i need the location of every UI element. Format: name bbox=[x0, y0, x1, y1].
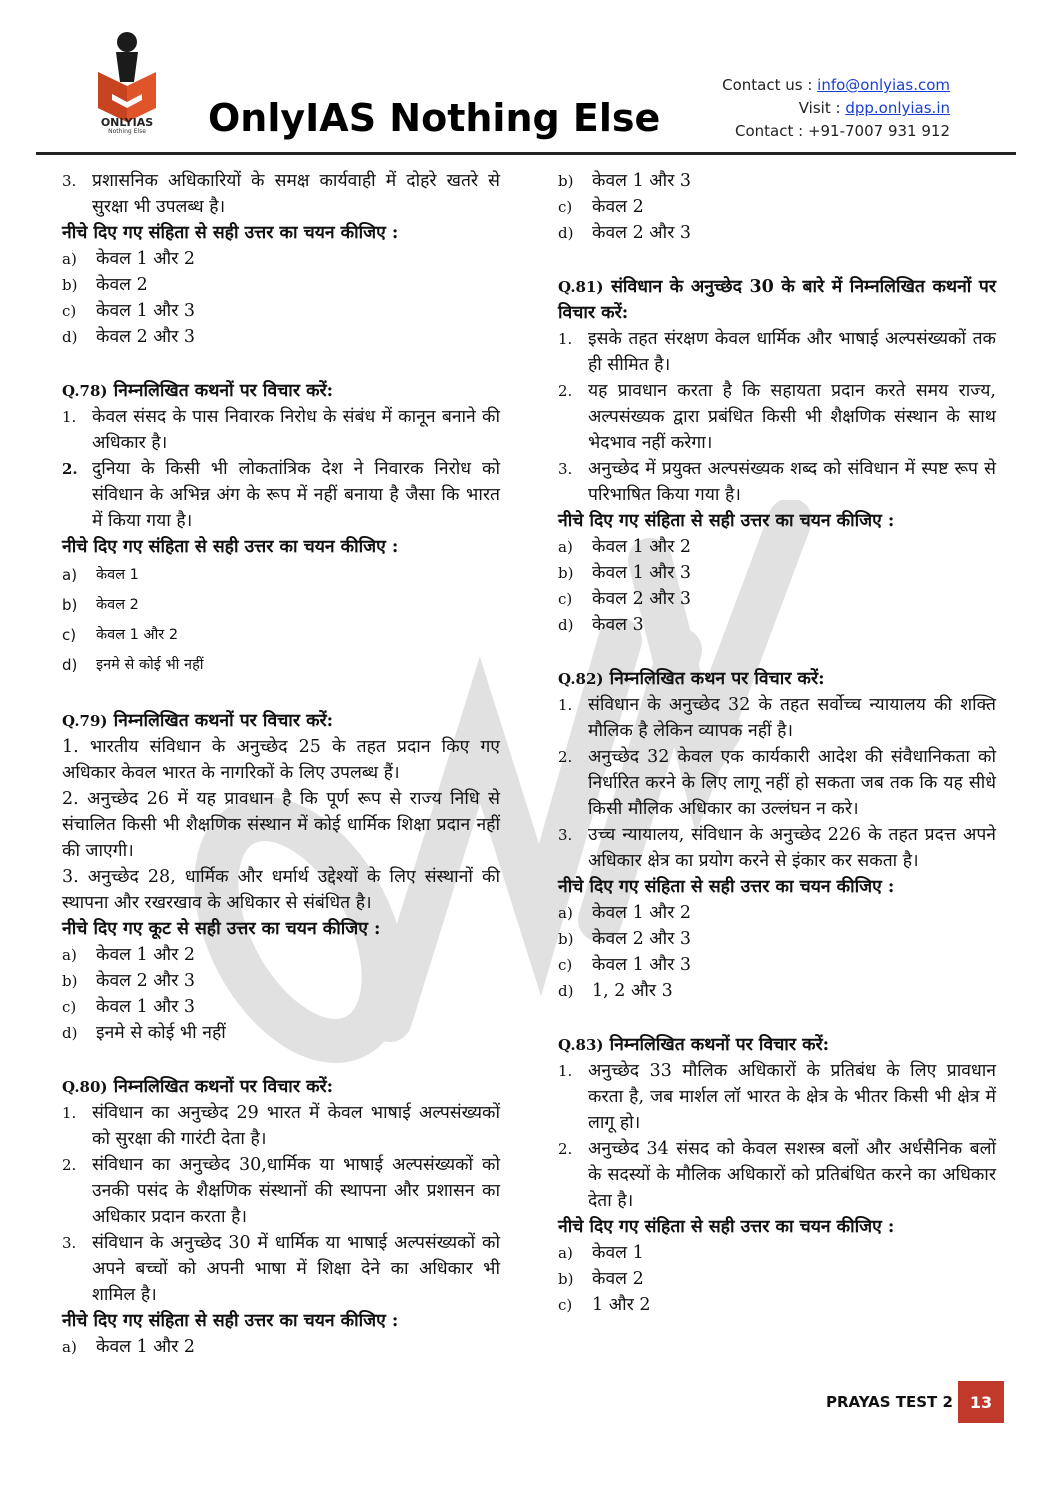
option-key: d) bbox=[62, 1024, 78, 1042]
option-key: b) bbox=[558, 1270, 574, 1288]
statement-number: 2. bbox=[558, 1140, 573, 1158]
statement-text: 3. अनुच्छेद 28, धार्मिक और धर्मार्थ उद्देश्यों के लिए संस्थानों की स्थापना और रखरखाव के अधिकार से संबंधित है। bbox=[62, 867, 500, 913]
option bbox=[62, 942, 500, 968]
option-text: केवल 1 और 2 bbox=[96, 1337, 196, 1357]
option bbox=[62, 298, 500, 324]
option bbox=[558, 586, 996, 612]
statement-text: इसके तहत संरक्षण केवल धार्मिक और भाषाई अल्पसंख्यकों तक ही सीमित है। bbox=[588, 329, 996, 375]
question-number: Q.83) bbox=[558, 1036, 604, 1054]
statement-text: दुनिया के किसी भी लोकतांत्रिक देश ने निवारक निरोध को संविधान के अभिन्न अंग के रूप में नहीं बनाया है जैसा कि भारत में किया गया है। bbox=[92, 459, 500, 531]
option-key: a) bbox=[558, 1244, 573, 1262]
statement-text: यह प्रावधान करता है कि सहायता प्रदान करते समय राज्य, अल्पसंख्यक द्वारा प्रबंधित किसी भी शैक्षणिक संस्थान के साथ भेदभाव नहीं करेगा। bbox=[588, 381, 996, 453]
option-text: केवल 1 और 3 bbox=[592, 563, 692, 583]
option-key: b) bbox=[62, 972, 78, 990]
option-key: a) bbox=[558, 538, 573, 556]
statement-number: 2. bbox=[558, 748, 573, 766]
statement-text: संविधान का अनुच्छेद 29 भारत में केवल भाषाई अल्पसंख्यकों को सुरक्षा की गारंटी देता है। bbox=[92, 1103, 500, 1149]
option-key: b) bbox=[558, 564, 574, 582]
statement-text: संविधान के अनुच्छेद 32 के तहत सर्वोच्च न्यायालय की शक्ति मौलिक है लेकिन व्यापक नहीं है। bbox=[588, 695, 996, 741]
option-text: केवल 1 और 2 bbox=[96, 627, 179, 643]
visit-line bbox=[722, 97, 950, 120]
question-title-78 bbox=[62, 378, 500, 404]
option-text: 1 और 2 bbox=[592, 1295, 651, 1315]
statement bbox=[62, 1230, 500, 1308]
option-key: b) bbox=[62, 276, 78, 294]
statement-text: संविधान का अनुच्छेद 30,धार्मिक या भाषाई अल्पसंख्यकों को उनकी पसंद के शैक्षणिक संस्थानों की स्थापना और प्रशासन का अधिकार प्रदान करता है। bbox=[92, 1155, 500, 1227]
header-divider bbox=[36, 152, 1016, 155]
statement-number: 3. bbox=[62, 172, 77, 190]
statement-number: 1. bbox=[558, 1062, 573, 1080]
answer-instruction: नीचे दिए गए संहिता से सही उत्तर का चयन कीजिए : bbox=[62, 537, 399, 557]
statement-text: अनुच्छेद 34 संसद को केवल सशस्त्र बलों और अर्धसैनिक बलों के सदस्यों के मौलिक अधिकारों को प्रतिबंधित करने का अधिकार देता है। bbox=[588, 1139, 996, 1211]
option bbox=[62, 994, 500, 1020]
question-text: संविधान के अनुच्छेद 30 के बारे में निम्नलिखित कथनों पर विचार करें: bbox=[558, 277, 996, 323]
option bbox=[558, 1266, 996, 1292]
option-text: केवल 1 और 3 bbox=[592, 955, 692, 975]
statement bbox=[62, 456, 500, 534]
statement-number: 1. bbox=[558, 696, 573, 714]
statement bbox=[558, 326, 996, 378]
option bbox=[62, 968, 500, 994]
option-text: केवल 1 और 2 bbox=[96, 945, 196, 965]
option-text: केवल 2 और 3 bbox=[96, 971, 196, 991]
answer-instruction: नीचे दिए गए कूट से सही उत्तर का चयन कीजिए : bbox=[62, 919, 381, 939]
question-title-79 bbox=[62, 708, 500, 734]
option bbox=[558, 1240, 996, 1266]
option-text: केवल 2 और 3 bbox=[592, 223, 692, 243]
statement-number: 1. bbox=[62, 1104, 77, 1122]
option-key: a) bbox=[62, 946, 77, 964]
statement bbox=[558, 1058, 996, 1136]
statement-text: अनुच्छेद 33 मौलिक अधिकारों के प्रतिबंध के लिए प्रावधान करता है, जब मार्शल लॉ भारत के क्षेत्र के भीतर किसी भी क्षेत्र में लागू हो। bbox=[588, 1061, 996, 1133]
statement bbox=[62, 168, 500, 220]
statement bbox=[62, 1152, 500, 1230]
option-text: केवल 1 और 3 bbox=[96, 301, 196, 321]
option bbox=[558, 900, 996, 926]
option-key: d) bbox=[558, 224, 574, 242]
brand-title: OnlyIAS Nothing Else bbox=[208, 96, 661, 140]
option-text: 1, 2 और 3 bbox=[592, 981, 673, 1001]
question-title-80 bbox=[62, 1074, 500, 1100]
test-name: PRAYAS TEST 2 bbox=[826, 1393, 953, 1411]
statement-text: उच्च न्यायालय, संविधान के अनुच्छेद 226 के तहत प्रदत्त अपने अधिकार क्षेत्र का प्रयोग करने से इंकार कर सकता है। bbox=[588, 825, 996, 871]
option-text: केवल 1 और 2 bbox=[592, 537, 692, 557]
option bbox=[62, 1020, 500, 1046]
option bbox=[62, 272, 500, 298]
question-text: निम्नलिखित कथनों पर विचार करें: bbox=[107, 711, 334, 731]
statement-text: केवल संसद के पास निवारक निरोध के संबंध में कानून बनाने की अधिकार है। bbox=[92, 407, 500, 453]
statement-number: 2. bbox=[558, 382, 573, 400]
option-key: a) bbox=[62, 566, 78, 584]
question-number: Q.79) bbox=[62, 712, 108, 730]
question-number: Q.82) bbox=[558, 670, 604, 688]
option-key: d) bbox=[62, 328, 78, 346]
statement bbox=[558, 692, 996, 744]
option bbox=[62, 324, 500, 350]
question-title-81 bbox=[558, 274, 996, 326]
option-text: केवल 1 और 2 bbox=[592, 903, 692, 923]
statement bbox=[558, 378, 996, 456]
option-key: c) bbox=[62, 998, 77, 1016]
option-text: केवल 2 और 3 bbox=[592, 589, 692, 609]
option-text: केवल 1 और 2 bbox=[96, 249, 196, 269]
option bbox=[558, 168, 996, 194]
option-text: इनमे से कोई भी नहीं bbox=[96, 1023, 226, 1043]
option-key: c) bbox=[62, 626, 77, 644]
option-key: b) bbox=[558, 930, 574, 948]
option bbox=[558, 194, 996, 220]
question-number: Q.81) bbox=[558, 278, 604, 296]
option-text: इनमे से कोई भी नहीं bbox=[96, 657, 204, 673]
statement bbox=[62, 1100, 500, 1152]
option-key: a) bbox=[558, 904, 573, 922]
option-key: d) bbox=[558, 982, 574, 1000]
option bbox=[62, 650, 500, 680]
email-link[interactable]: info@onlyias.com bbox=[817, 76, 950, 94]
statement bbox=[558, 822, 996, 874]
question-title-82 bbox=[558, 666, 996, 692]
option bbox=[62, 590, 500, 620]
option-text: केवल 2 और 3 bbox=[592, 929, 692, 949]
option-key: c) bbox=[62, 302, 77, 320]
option-text: केवल 2 bbox=[96, 275, 148, 295]
answer-instruction: नीचे दिए गए संहिता से सही उत्तर का चयन कीजिए : bbox=[62, 223, 399, 243]
statement-text: संविधान के अनुच्छेद 30 में धार्मिक या भाषाई अल्पसंख्यकों को अपने बच्चों को अपनी भाषा में शिक्षा देने का अधिकार भी शामिल है। bbox=[92, 1233, 500, 1305]
option-key: a) bbox=[62, 1338, 77, 1356]
option bbox=[62, 560, 500, 590]
statement-number: 2. bbox=[62, 460, 78, 478]
answer-instruction: नीचे दिए गए संहिता से सही उत्तर का चयन कीजिए : bbox=[558, 1217, 895, 1237]
statement-text: अनुच्छेद 32 केवल एक कार्यकारी आदेश की संवैधानिकता को निर्धारित करने के लिए लागू नहीं हो सकता जब तक कि यह सीधे किसी मौलिक अधिकार का उल्लंघन न करे। bbox=[588, 747, 996, 819]
question-text: निम्नलिखित कथन पर विचार करें: bbox=[603, 669, 825, 689]
option-key: c) bbox=[558, 1296, 573, 1314]
statement bbox=[558, 456, 996, 508]
statement-text: 1. भारतीय संविधान के अनुच्छेद 25 के तहत प्रदान किए गए अधिकार केवल भारत के नागरिकों के लिए उपलब्ध हैं। bbox=[62, 737, 500, 783]
option bbox=[558, 534, 996, 560]
question-title-83 bbox=[558, 1032, 996, 1058]
question-text: निम्नलिखित कथनों पर विचार करें: bbox=[107, 381, 334, 401]
statement bbox=[558, 1136, 996, 1214]
option-key: d) bbox=[558, 616, 574, 634]
question-number: Q.80) bbox=[62, 1078, 108, 1096]
option-text: केवल 3 bbox=[592, 615, 644, 635]
option bbox=[558, 220, 996, 246]
statement-number: 1. bbox=[62, 408, 77, 426]
answer-instruction: नीचे दिए गए संहिता से सही उत्तर का चयन कीजिए : bbox=[62, 1311, 399, 1331]
statement bbox=[558, 744, 996, 822]
right-column bbox=[558, 168, 996, 1318]
phone-line: Contact : +91-7007 931 912 bbox=[735, 122, 950, 140]
statement bbox=[62, 404, 500, 456]
option bbox=[558, 952, 996, 978]
option bbox=[62, 620, 500, 650]
option-key: b) bbox=[62, 596, 78, 614]
contact-email-line bbox=[722, 74, 950, 97]
answer-instruction: नीचे दिए गए संहिता से सही उत्तर का चयन कीजिए : bbox=[558, 511, 895, 531]
option-key: c) bbox=[558, 956, 573, 974]
question-text: निम्नलिखित कथनों पर विचार करें: bbox=[603, 1035, 830, 1055]
option bbox=[62, 246, 500, 272]
statement-number: 3. bbox=[62, 1234, 77, 1252]
website-link[interactable]: dpp.onlyias.in bbox=[845, 99, 950, 117]
option-key: c) bbox=[558, 590, 573, 608]
page-number: 13 bbox=[958, 1381, 1004, 1423]
option bbox=[558, 978, 996, 1004]
option-text: केवल 2 bbox=[592, 1269, 644, 1289]
option-text: केवल 2 bbox=[96, 597, 139, 613]
statement-text: अनुच्छेद में प्रयुक्त अल्पसंख्यक शब्द को संविधान में स्पष्ट रूप से परिभाषित किया गया है। bbox=[588, 459, 996, 505]
question-number: Q.78) bbox=[62, 382, 108, 400]
visit-label: Visit : bbox=[798, 99, 846, 117]
option bbox=[558, 612, 996, 638]
left-column bbox=[62, 168, 500, 1360]
statement-number: 3. bbox=[558, 460, 573, 478]
statement-text: प्रशासनिक अधिकारियों के समक्ष कार्यवाही में दोहरे खतरे से सुरक्षा भी उपलब्ध है। bbox=[92, 171, 500, 217]
statement-text: 2. अनुच्छेद 26 में यह प्रावधान है कि पूर्ण रूप से राज्य निधि से संचालित किसी भी शैक्षणिक संस्थान में कोई धार्मिक शिक्षा प्रदान नहीं की जाएगी। bbox=[62, 789, 500, 861]
option-text: केवल 1 bbox=[96, 567, 139, 583]
statement-number: 2. bbox=[62, 1156, 77, 1174]
option bbox=[558, 926, 996, 952]
option-key: b) bbox=[558, 172, 574, 190]
option bbox=[558, 1292, 996, 1318]
option-text: केवल 2 और 3 bbox=[96, 327, 196, 347]
option-text: केवल 1 bbox=[592, 1243, 644, 1263]
contact-label: Contact us : bbox=[722, 76, 818, 94]
question-text: निम्नलिखित कथनों पर विचार करें: bbox=[107, 1077, 334, 1097]
option-key: a) bbox=[62, 250, 77, 268]
logo-text: ONLYIAS bbox=[100, 116, 154, 129]
statement-number: 3. bbox=[558, 826, 573, 844]
option-text: केवल 1 और 3 bbox=[592, 171, 692, 191]
answer-instruction: नीचे दिए गए संहिता से सही उत्तर का चयन कीजिए : bbox=[558, 877, 895, 897]
contact-block bbox=[722, 74, 950, 143]
option-key: c) bbox=[558, 198, 573, 216]
logo-subtext: Nothing Else bbox=[108, 128, 146, 135]
option bbox=[558, 560, 996, 586]
option bbox=[62, 1334, 500, 1360]
statement-number: 1. bbox=[558, 330, 573, 348]
option-text: केवल 2 bbox=[592, 197, 644, 217]
option-key: d) bbox=[62, 656, 78, 674]
option-text: केवल 1 और 3 bbox=[96, 997, 196, 1017]
